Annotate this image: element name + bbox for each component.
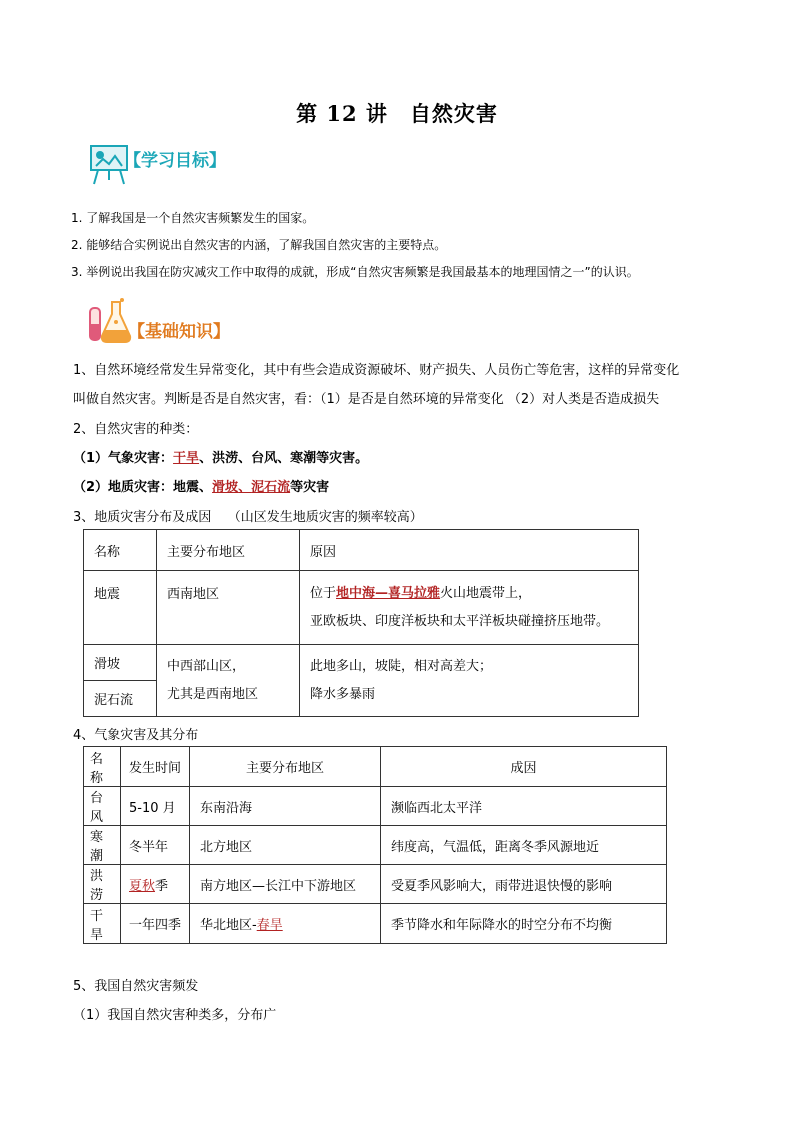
cause-prefix: 位于 (310, 585, 337, 601)
table-header: 名称 (84, 530, 157, 571)
cause-line: 降水多暴雨 (310, 686, 376, 702)
table-row (84, 645, 639, 681)
disaster-region (190, 787, 381, 826)
section-heading-objectives: 【学习目标】 (124, 151, 226, 171)
time-text: 冬半年 (129, 839, 169, 855)
weather-distribution-heading: 4、气象灾害及其分布 (73, 728, 199, 743)
disaster-cause (300, 645, 639, 717)
cause-rest: 火山地震带上， (440, 585, 532, 601)
disaster-time (121, 904, 190, 944)
disaster-time (121, 787, 190, 826)
table-row (84, 826, 667, 865)
objective-item: 1. 了解我国是一个自然灾害频繁发生的国家。 (71, 211, 315, 225)
definition-line: 1、自然环境经常发生异常变化，其中有些会造成资源破坏、财产损失、人员伤亡等危害，这样的异常变化 (73, 363, 680, 378)
disaster-region: 西南地区 (157, 571, 300, 645)
geo-distribution-heading: 3、地质灾害分布及成因 （山区发生地质灾害的频率较高） (73, 510, 423, 525)
disaster-name: 台风 (84, 787, 121, 826)
disaster-cause (300, 571, 639, 645)
disaster-cause: 季节降水和年际降水的时空分布不均衡 (381, 904, 667, 944)
lecture-topic: 自然灾害 (409, 101, 498, 126)
weather-rest: 、洪涝、台风、寒潮等灾害。 (199, 451, 369, 466)
weather-disaster-table (83, 746, 667, 944)
disaster-name: 洪涝 (84, 865, 121, 904)
disaster-region (157, 645, 300, 717)
disaster-name: 泥石流 (84, 681, 157, 717)
weather-prefix: （1）气象灾害： (73, 451, 174, 466)
table-header: 发生时间 (121, 747, 190, 787)
time-text: 季 (155, 878, 169, 894)
table-row (84, 787, 667, 826)
table-row (84, 904, 667, 944)
landslide-keyword: 滑坡 (212, 480, 239, 495)
disaster-time (121, 826, 190, 865)
table-header: 原因 (300, 530, 639, 571)
frequency-sub-point: （1）我国自然灾害种类多，分布广 (73, 1008, 277, 1023)
objective-item: 2. 能够结合实例说出自然灾害的内涵，了解我国自然灾害的主要特点。 (71, 238, 447, 252)
drought-keyword: 干旱 (173, 451, 200, 466)
cause-line2: 亚欧板块、印度洋板块和太平洋板块碰撞挤压地带。 (310, 613, 610, 629)
weather-disasters-line (73, 449, 368, 469)
region-line: 中西部山区， (167, 658, 246, 674)
disaster-region (190, 826, 381, 865)
disaster-cause: 濒临西北太平洋 (381, 787, 667, 826)
definition-line: 叫做自然灾害。判断是否是自然灾害，看：（1）是否是自然环境的异常变化 （2）对人类是否造成损失 (73, 392, 660, 407)
disaster-name: 寒潮 (84, 826, 121, 865)
geo-prefix: （2）地质灾害：地震、 (73, 480, 213, 495)
region-text: 南方地区—长江中下游地区 (200, 878, 357, 894)
disaster-name: 干旱 (84, 904, 121, 944)
seismic-belt-keyword: 地中海—喜马拉雅 (336, 585, 441, 601)
spring-drought-keyword: 春旱 (256, 918, 283, 933)
region-text: 东南沿海 (200, 800, 253, 816)
geo-disasters-line (73, 478, 329, 498)
disaster-region (190, 904, 381, 944)
region-text: 北方地区 (200, 839, 253, 855)
table-header: 主要分布地区 (157, 530, 300, 571)
frequency-heading: 5、我国自然灾害频发 (73, 979, 199, 994)
cause-line: 此地多山，坡陡，相对高差大； (310, 658, 493, 674)
region-line: 尤其是西南地区 (167, 686, 259, 702)
geo-rest: 等灾害 (290, 480, 330, 495)
lecture-number: 第 12 讲 (296, 101, 388, 126)
disaster-cause: 纬度高，气温低，距离冬季风源地近 (381, 826, 667, 865)
time-text: 一年四季 (129, 918, 182, 933)
disaster-region (190, 865, 381, 904)
time-text: 5-10 月 (129, 800, 176, 816)
disaster-name: 滑坡 (84, 645, 157, 681)
table-header: 主要分布地区 (190, 747, 381, 787)
table-row (84, 865, 667, 904)
types-heading: 2、自然灾害的种类： (73, 422, 199, 437)
region-text: 华北地区- (200, 918, 257, 933)
objective-item: 3. 举例说出我国在防灾减灾工作中取得的成就，形成“自然灾害频繁是我国最基本的地理国情之一”的认识。 (71, 265, 639, 279)
chemistry-flask-icon (86, 296, 134, 346)
disaster-name: 地震 (84, 571, 157, 645)
table-header: 成因 (381, 747, 667, 787)
disaster-cause: 受夏季风影响大，雨带进退快慢的影响 (381, 865, 667, 904)
page-title (0, 98, 794, 128)
geo-separator: 、 (238, 480, 252, 495)
geo-disaster-table (83, 529, 639, 717)
section-heading-basics: 【基础知识】 (128, 322, 230, 342)
table-header: 名称 (84, 747, 121, 787)
table-row (84, 571, 639, 645)
disaster-time (121, 865, 190, 904)
mudflow-keyword: 泥石流 (251, 480, 291, 495)
summer-autumn-keyword: 夏秋 (129, 878, 156, 894)
